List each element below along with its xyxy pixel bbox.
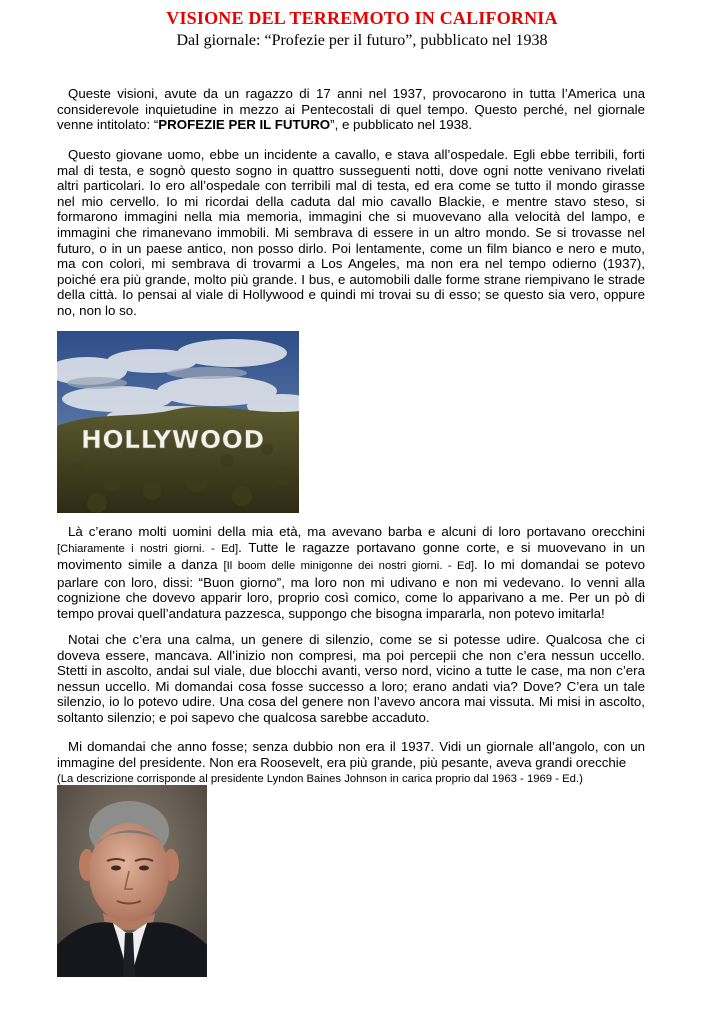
editor-note-johnson: (La descrizione corrisponde al presidente Lyndon Baines Johnson in carica proprio dal 1963 - 1969 - Ed.) xyxy=(57,773,583,786)
paragraph-president xyxy=(57,739,645,788)
paragraph-silence-text: Notai che c’era una calma, un genere di silenzio, come se si potesse udire. Qualcosa che ci doveva essere, mancava. All’inizio non compresi, ma poi percepii che non c’era nessun uccello. Stetti in ascolto, andai sul viale, due blocchi avanti, verso nord, vicino a tutte le case, ma non c’era nessun uccello. Mi domandai cosa fosse successo a loro; erano andati via? Dove? C’era un tale silenzio, io lo potevo udire. Una cosa del genere non l’avevo ancora mai vissuta. Mi misi in ascolto, soltanto silenzio; e poi sapevo che qualcosa sarebbe accaduto. xyxy=(57,632,645,725)
paragraph-intro xyxy=(57,86,645,133)
editor-note-earrings: [Chiaramente i nostri giorni. - Ed] xyxy=(57,542,239,555)
editor-note-miniskirts: [Il boom delle minigonne dei nostri giorni. - Ed] xyxy=(223,560,474,573)
paragraph-intro-bold: PROFEZIE PER IL FUTURO xyxy=(158,117,331,133)
page-subtitle: Dal giornale: “Profezie per il futuro”, pubblicato nel 1938 xyxy=(176,32,548,49)
paragraph-vision-text: Questo giovane uomo, ebbe un incidente a cavallo, e stava all’ospedale. Egli ebbe terribili, forti mal di testa, e sognò questo sogno in quattro susseguenti notti, dove ogni notte venivano rivelati altri particolari. Io ero all’ospedale con terribili mal di testa, ed era come se tutto il mondo girasse nel mio cervello. Io mi ricordai della caduta dal mio cavallo Blackie, e mentre stavo steso, si formarono immagini nella mia memoria, immagini che si muovevano alla velocità del lampo, e immagini che rimanevano immobili. Mi sembrava di essere in un altro mondo. Se si trovasse nel futuro, o in un paese antico, non posso dirlo. Poi lentamente, come un film bianco e nero e muto, ma con colori, mi sembrava di trovarmi a Los Angeles, ma non era nel tempo odierno (1937), poiché era più grande, molto più grande. I bus, e automobili dalle forme strane riempivano le strade della città. Io pensai al viale di Hollywood e quindi mi trovai su di esso; se questo sia vero, oppure no, non lo so. xyxy=(57,147,645,318)
paragraph-intro-text: Queste visioni, avute da un ragazzo di 17 anni nel 1937, provocarono in tutta l’America una considerevole inquietudine in mezzo ai Pentecostali di quel tempo. Questo perché, nel giornale venne intitolato: “ xyxy=(57,86,645,133)
paragraph-people-text: Là c’erano molti uomini della mia età, ma avevano barba e alcuni di loro portavano orecchini xyxy=(68,524,645,539)
paragraph-silence xyxy=(57,632,645,726)
paragraph-vision xyxy=(57,147,645,319)
president-portrait-image xyxy=(57,785,207,977)
paragraph-president-text: Mi domandai che anno fosse; senza dubbio non era il 1937. Vidi un giornale all’angolo, con un immagine del presidente. Non era Roosevelt, era più grande, più pesante, aveva grandi orecchie xyxy=(57,739,645,770)
paragraph-people xyxy=(57,524,645,622)
paragraph-intro-end: ”, e pubblicato nel 1938. xyxy=(330,117,473,133)
hollywood-sign-text: HOLLYWOOD xyxy=(81,425,265,454)
paragraph-people-text-3: . Io mi domandai se potevo parlare con loro, dissi: “Buon giorno”, ma loro non mi udivano e non mi vedevano. Io venni alla cognizione che dovevo apparir loro, proprio così comico, come lo apparivano a me. Per un pò di tempo provai quell’andatura pazzesca, suppongo che bisogna impararla, non potevo imitarla! xyxy=(57,557,646,621)
hollywood-sign-image xyxy=(57,331,299,513)
page-title: VISIONE DEL TERREMOTO IN CALIFORNIA xyxy=(166,8,558,28)
paragraph-people-text-2: . Tutte le ragazze portavano gonne corte, e si muovevano in un movimento simile a danza xyxy=(57,539,645,573)
